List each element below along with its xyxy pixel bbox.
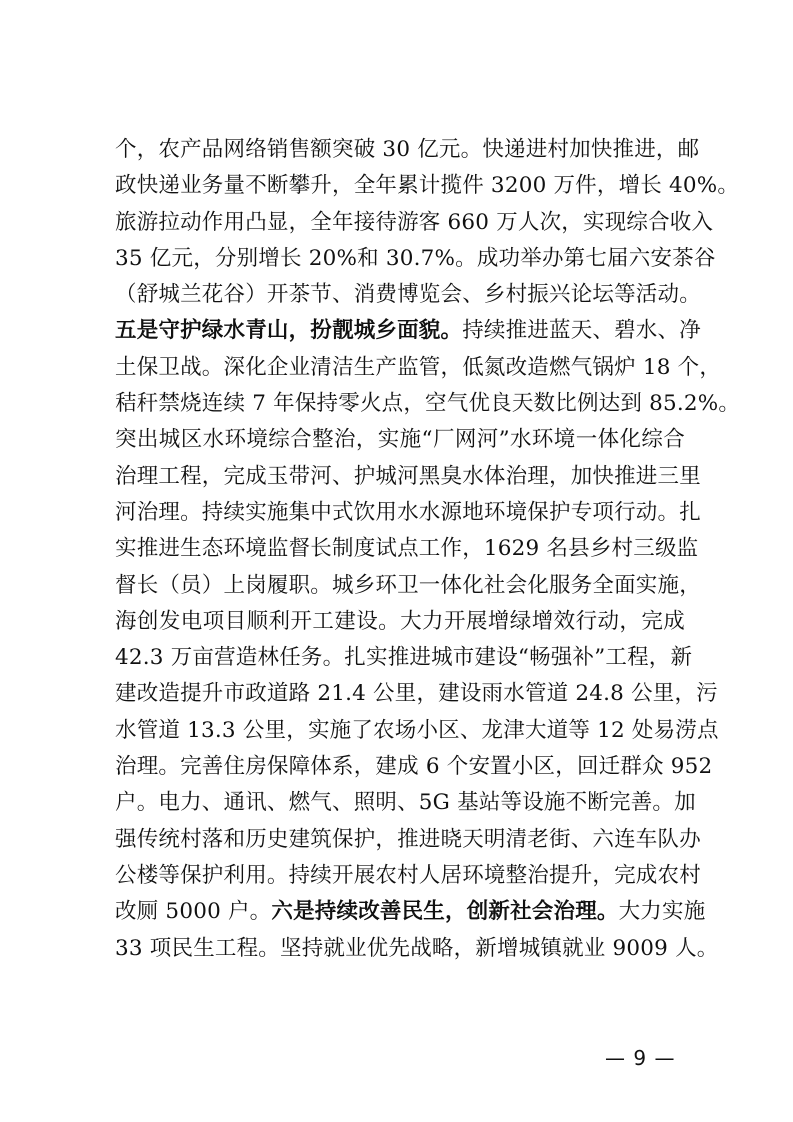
text-line [115, 277, 701, 313]
text-line [115, 894, 706, 930]
text-line [115, 313, 701, 349]
text-segment: 35 亿元，分别增长 20%和 30.7%。成功举办第七届六安茶谷 [115, 245, 716, 271]
text-line [115, 858, 701, 894]
text-line [115, 931, 719, 967]
text-line [115, 822, 701, 858]
text-line [115, 676, 718, 712]
text-segment: （舒城兰花谷）开茶节、消费博览会、乡村振兴论坛等活动。 [115, 282, 701, 308]
text-line [115, 568, 701, 604]
text-line [115, 785, 696, 821]
text-segment: 个，农产品网络销售额突破 30 亿元。快递进村加快推进，邮 [115, 137, 700, 162]
text-line [115, 713, 719, 749]
text-segment: 督长（员）上岗履职。城乡环卫一体化社会化服务全面实施， [115, 572, 701, 598]
text-segment: 户。电力、通讯、燃气、照明、5G 基站等设施不断完善。加 [115, 790, 696, 816]
text-line [115, 168, 740, 204]
text-segment: 公楼等保护利用。持续开展农村人居环境整治提升，完成农村 [115, 862, 701, 888]
bold-heading-segment: 五是守护绿水青山，扮靓城乡面貌。 [115, 318, 463, 344]
text-line [115, 749, 713, 785]
text-line [115, 640, 693, 676]
text-line [115, 205, 714, 241]
text-segment: 实推进生态环境监督长制度试点工作，1629 名县乡村三级监 [115, 536, 699, 562]
text-line [115, 350, 722, 386]
text-segment: 42.3 万亩营造林任务。扎实推进城市建设“畅强补”工程，新 [115, 645, 693, 671]
text-segment: 33 项民生工程。坚持就业优先战略，新增城镇就业 9009 人。 [115, 935, 719, 961]
text-line [115, 531, 699, 567]
text-segment: 土保卫战。深化企业清洁生产监管，低氮改造燃气锅炉 18 个， [115, 354, 722, 380]
text-segment: 治理工程，完成玉带河、护城河黑臭水体治理，加快推进三里 [115, 463, 701, 489]
text-segment: 海创发电项目顺利开工建设。大力开展增绿增效行动，完成 [115, 608, 685, 634]
text-line [115, 459, 701, 495]
text-line [115, 132, 700, 168]
text-segment: 秸秆禁烧连续 7 年保持零火点，空气优良天数比例达到 85.2%。 [115, 391, 741, 417]
text-segment: 持续推进蓝天、碧水、净 [462, 318, 701, 344]
page-number: — 9 — [605, 1046, 676, 1070]
text-line [115, 495, 701, 531]
text-segment: 旅游拉动作用凸显，全年接待游客 660 万人次，实现综合收入 [115, 209, 714, 235]
text-line [115, 604, 685, 640]
bold-heading-segment: 六是持续改善民生，创新社会治理。 [271, 899, 619, 925]
body-text [115, 132, 741, 967]
text-line [115, 241, 716, 277]
text-line [115, 422, 685, 458]
text-segment: 政快递业务量不断攀升，全年累计揽件 3200 万件，增长 40%。 [115, 173, 740, 199]
text-segment: 突出城区水环境综合整治，实施“厂网河”水环境一体化综合 [115, 427, 685, 453]
text-segment: 治理。完善住房保障体系，建成 6 个安置小区，回迁群众 952 [115, 754, 713, 780]
text-segment: 大力实施 [618, 899, 706, 925]
text-segment: 改厕 5000 户。 [115, 899, 272, 925]
text-segment: 水管道 13.3 公里，实施了农场小区、龙津大道等 12 处易涝点 [115, 717, 719, 743]
text-segment: 河治理。持续实施集中式饮用水水源地环境保护专项行动。扎 [115, 499, 701, 525]
text-segment: 强传统村落和历史建筑保护，推进晓天明清老街、六连车队办 [115, 826, 701, 852]
text-line [115, 386, 741, 422]
text-segment: 建改造提升市政道路 21.4 公里，建设雨水管道 24.8 公里，污 [115, 681, 718, 707]
